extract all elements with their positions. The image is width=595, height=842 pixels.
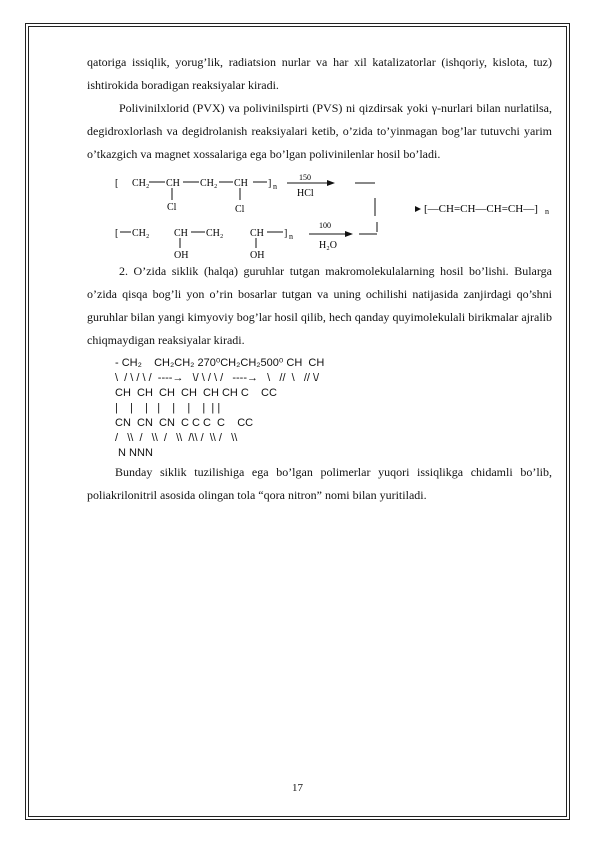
condition-hcl: HCl <box>297 188 314 199</box>
reaction-line: \ / \ / \ / ----→ \/ \ / \ / ----→ \ // \ // \/ <box>115 372 320 384</box>
pvc-cl-1: Cl <box>167 202 177 213</box>
condition-100: 100 <box>319 221 331 230</box>
reaction-text-block <box>87 356 552 461</box>
reaction-line: - CH₂ CH₂CH₂ 270⁰CH₂CH₂500⁰ CH CH <box>115 357 325 369</box>
pvc-cl-2: Cl <box>235 204 245 215</box>
product-polyvinylene: [—CH=CH—CH=CH—] <box>424 203 538 215</box>
reaction-scheme <box>87 172 552 258</box>
pvs-ch2-2: CH₂ <box>206 228 224 239</box>
pvc-n: n <box>273 182 277 191</box>
condition-150: 150 <box>299 173 311 182</box>
paragraph-2: Polivinilxlorid (PVX) va polivinilspirti (PVS) ni qizdirsak yoki γ-nurlari bilan nurlatilsa, degidroxlorlash va degidrolanish reaksiyalari ketib, o’zida to’yinmagan bog’lar tutuvchi yarim o’tkazgich va magnet xossalariga ega bo’lgan polivinilenlar hosil bo’ladi. <box>87 101 552 161</box>
bracket-right-top: ] <box>268 178 272 189</box>
bracket-left-bottom: [ <box>115 228 119 239</box>
reaction-line: | | | | | | | | | <box>115 402 221 414</box>
paragraph-4 <box>87 461 552 507</box>
document-page <box>87 51 552 507</box>
bracket-left-top: [ <box>115 178 119 189</box>
condition-h2o: H₂O <box>319 240 337 251</box>
pvc-ch-1: CH <box>166 178 180 189</box>
pvs-oh-1: OH <box>174 250 189 258</box>
pvs-n: n <box>289 232 293 241</box>
reaction-line: N NNN <box>115 447 153 459</box>
page-number: 17 <box>292 782 303 794</box>
reaction-line: / \\ / \\ / \\ /\\ / \\ / \\ <box>115 432 238 444</box>
reaction-line: CH CH CH CH CH CH C CC <box>115 387 277 399</box>
paragraph-3: 2. O’zida siklik (halqa) guruhlar tutgan makromolekulalarning hosil bo’lishi. Bularga o’zida qisqa bog’li yon o’rin bosarlar tutgan va uning ochilishi natijasida zanjirdagi qo’shni guruhlar bilan yangi kimyoviy bog’lar hosil qilib, hech qanday quyimolekulali birikmalar ajralib chiqmaydigan reaksiyalar kiradi. <box>87 264 552 347</box>
reaction-scheme-svg <box>87 172 552 258</box>
pvc-ch-2: CH <box>234 178 248 189</box>
pvs-ch-2: CH <box>250 228 264 239</box>
bracket-right-bottom: ] <box>284 228 288 239</box>
pvs-ch2-1: CH₂ <box>132 228 150 239</box>
pvs-oh-2: OH <box>250 250 265 258</box>
reaction-line: CN CN CN C C C C CC <box>115 417 254 429</box>
pvc-ch2-1: CH₂ <box>132 178 150 189</box>
product-n: n <box>545 207 549 216</box>
paragraph-1: qatoriga issiqlik, yorug’lik, radiatsion nurlar va har xil katalizatorlar (ishqoriy, kislota, tuz) ishtirokida boradigan reaksiyalar kiradi. <box>87 55 552 92</box>
pvs-ch-1: CH <box>174 228 188 239</box>
paragraph-4-text: Bunday siklik tuzilishiga ega bo’lgan polimerlar yuqori issiqlikga chidamli bo’lib, poliakrilonitril asosida olingan tola “qora nitron” nomi bilan yuritiladi. <box>87 465 552 502</box>
pvc-ch2-2: CH₂ <box>200 178 218 189</box>
